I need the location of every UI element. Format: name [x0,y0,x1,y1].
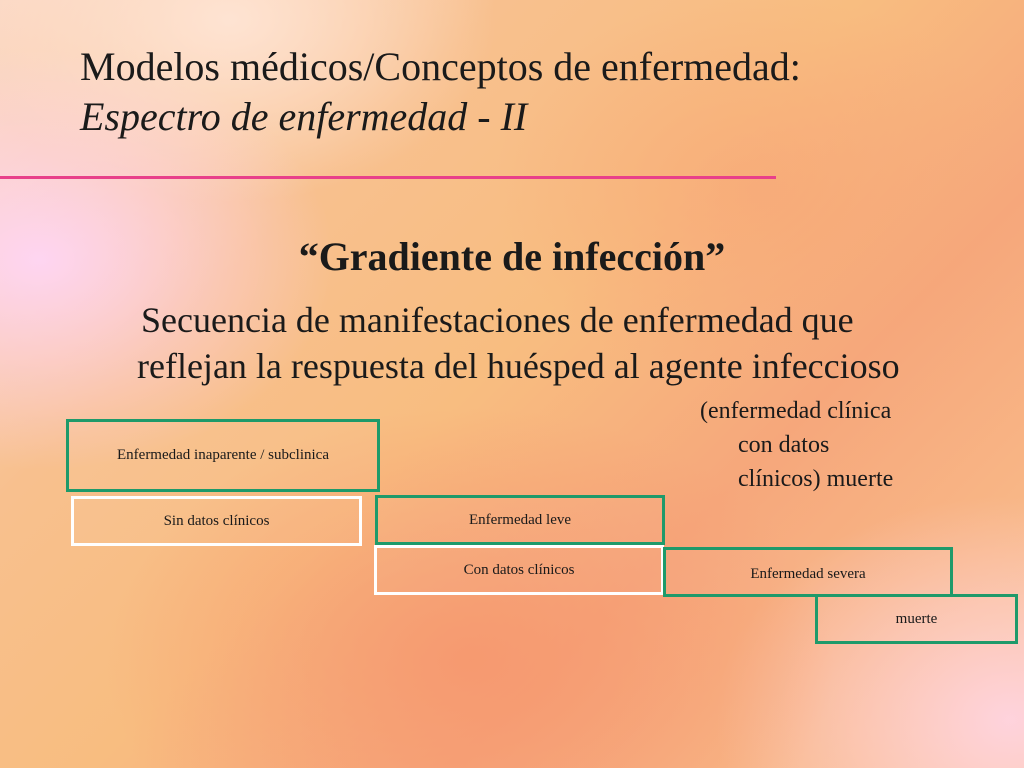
side-note-line2: con datos [738,432,830,458]
box-label: Enfermedad inaparente / subclinica [117,447,329,463]
box-enfermedad-leve [375,495,665,545]
box-label: Enfermedad severa [750,565,866,582]
slide-title-line1: Modelos médicos/Conceptos de enfermedad: [80,44,801,89]
box-con-datos-clinicos [374,545,664,595]
section-subtitle: “Gradiente de infección” [298,234,726,279]
box-label: Con datos clínicos [463,561,575,578]
side-note-line3: clínicos) muerte [738,466,894,492]
box-muerte [815,594,1018,644]
title-divider [0,176,776,179]
slide-title-line2: Espectro de enfermedad - II [80,94,528,139]
slide-title [80,42,801,142]
box-sin-datos-clinicos [71,496,362,546]
box-label: muerte [895,610,938,627]
box-enfermedad-severa [663,547,953,597]
box-label: Sin datos clínicos [163,512,270,529]
description-first-line: Secuencia de manifestaciones de enfermedad que [141,300,854,340]
description-text [137,297,957,389]
side-note [700,394,960,496]
box-enfermedad-inaparente [66,419,380,492]
description-rest: reflejan la respuesta del huésped al agente infeccioso [137,346,900,386]
side-note-line1: (enfermedad clínica [700,398,892,424]
box-label: Enfermedad leve [468,511,572,528]
